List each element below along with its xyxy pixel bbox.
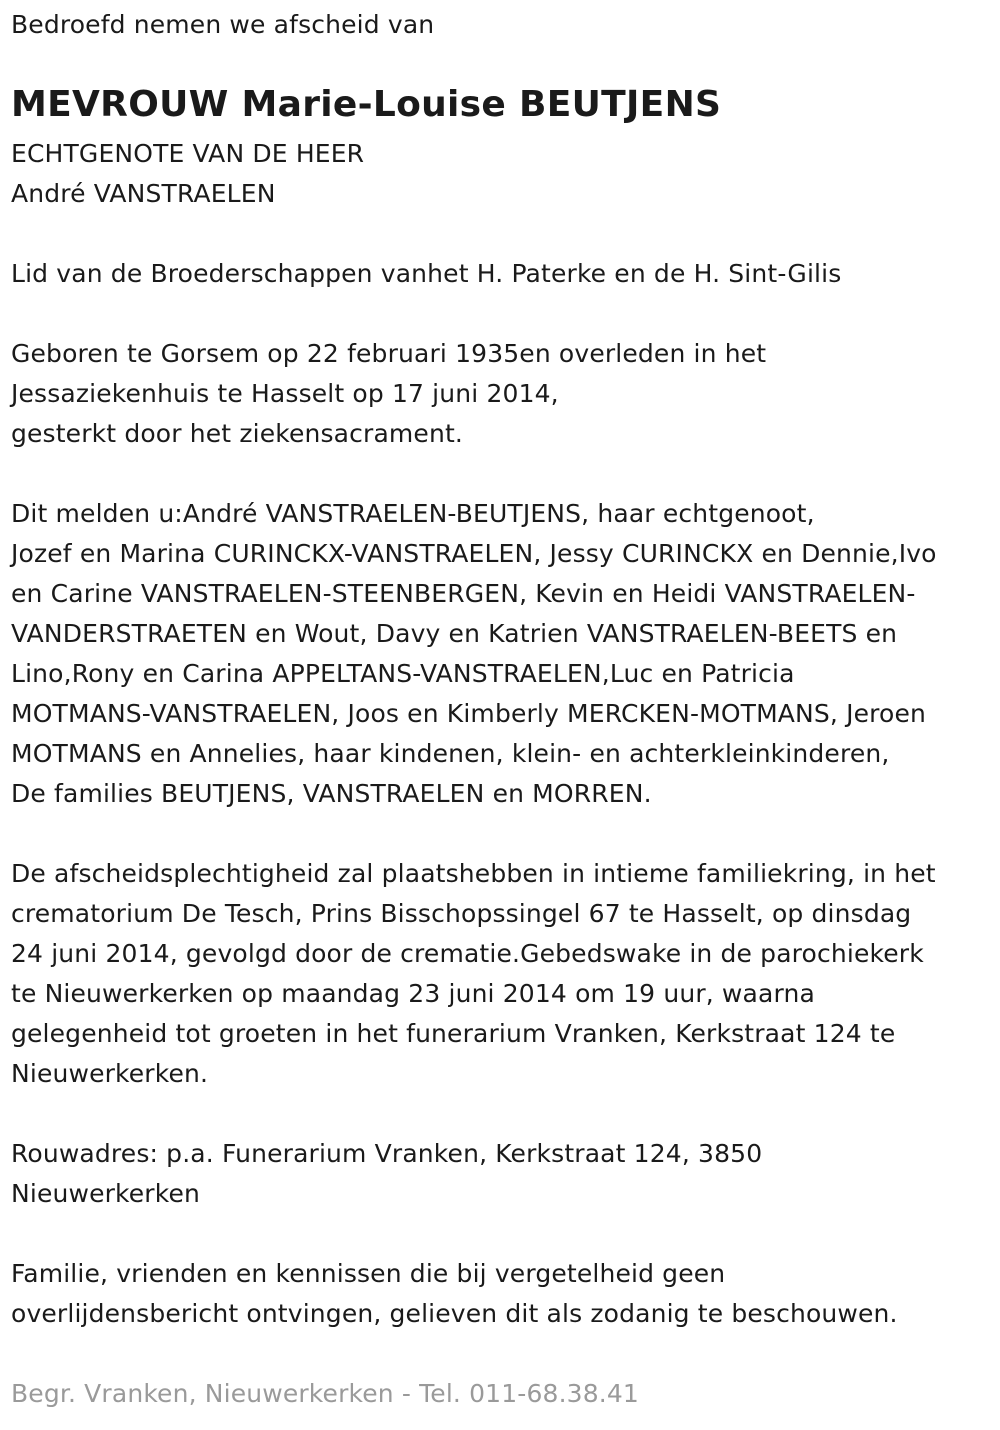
announcers-line: MOTMANS-VANSTRAELEN, Joos en Kimberly MERCKEN-MOTMANS, Jeroen [11,699,927,728]
announcers-line: Dit melden u:André VANSTRAELEN-BEUTJENS, haar echtgenoot, [11,499,815,528]
announcers-line: Lino,Rony en Carina APPELTANS-VANSTRAELEN,Luc en Patricia [11,659,795,688]
ceremony-line: De afscheidsplechtigheid zal plaatshebben in intieme familiekring, in het [11,859,936,888]
membership-text: Lid van de Broederschappen vanhet H. Paterke en de H. Sint-Gilis [11,259,842,288]
funeral-home-footer: Begr. Vranken, Nieuwerkerken - Tel. 011-68.38.41 [11,1379,639,1408]
ceremony-line: Nieuwerkerken. [11,1059,209,1088]
ceremony-line: gelegenheid tot groeten in het funerarium Vranken, Kerkstraat 124 te [11,1019,896,1048]
announcers-line: De families BEUTJENS, VANSTRAELEN en MORREN. [11,779,652,808]
address-line: Nieuwerkerken [11,1179,200,1208]
address-line: Rouwadres: p.a. Funerarium Vranken, Kerkstraat 124, 3850 [11,1139,763,1168]
closing-line: overlijdensbericht ontvingen, gelieven dit als zodanig te beschouwen. [11,1299,898,1328]
birth-death-line: gesterkt door het ziekensacrament. [11,419,463,448]
spouse-name: André VANSTRAELEN [11,179,276,208]
ceremony-line: 24 juni 2014, gevolgd door de crematie.Gebedswake in de parochiekerk [11,939,924,968]
announcers-line: en Carine VANSTRAELEN-STEENBERGEN, Kevin en Heidi VANSTRAELEN- [11,579,916,608]
ceremony-line: te Nieuwerkerken op maandag 23 juni 2014 om 19 uur, waarna [11,979,815,1008]
announcers-line: Jozef en Marina CURINCKX-VANSTRAELEN, Jessy CURINCKX en Dennie,Ivo [11,539,937,568]
ceremony-line: crematorium De Tesch, Prins Bisschopssingel 67 te Hasselt, op dinsdag [11,899,912,928]
birth-death-line: Jessaziekenhuis te Hasselt op 17 juni 2014, [11,379,559,408]
announcers-line: MOTMANS en Annelies, haar kindenen, klein- en achterkleinkinderen, [11,739,890,768]
intro-text: Bedroefd nemen we afscheid van [11,10,435,39]
birth-death-line: Geboren te Gorsem op 22 februari 1935en overleden in het [11,339,767,368]
announcers-line: VANDERSTRAETEN en Wout, Davy en Katrien VANSTRAELEN-BEETS en [11,619,898,648]
closing-line: Familie, vrienden en kennissen die bij vergetelheid geen [11,1259,726,1288]
relation-text: ECHTGENOTE VAN DE HEER [11,139,365,168]
deceased-name: MEVROUW Marie-Louise BEUTJENS [11,84,722,125]
